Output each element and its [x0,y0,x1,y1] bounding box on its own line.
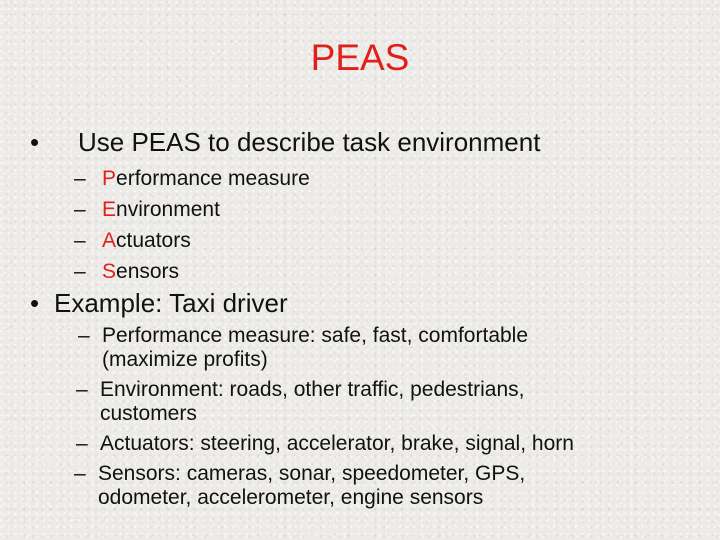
peas-initial: A [102,229,117,252]
example-line: odometer, accelerometer, engine sensors [98,486,484,509]
bullet-dot: • [30,127,40,157]
bullet-example [30,288,690,318]
peas-initial: P [102,167,117,190]
dash: – [74,462,86,485]
example-line: Performance measure: safe, fast, comfortable [102,324,529,347]
example-line: Sensors: cameras, sonar, speedometer, GPS, [98,462,526,485]
peas-item-performance [74,163,310,194]
slide-title: PEAS [310,37,410,78]
dash: – [74,260,86,283]
peas-rest: erformance measure [116,167,310,190]
peas-rest: ctuators [116,229,191,252]
dash: – [74,229,86,252]
example-item-environment [76,378,698,426]
example-line: (maximize profits) [102,348,268,371]
example-list [74,324,698,516]
example-item-performance [78,324,698,372]
bullet-text: Use PEAS to describe task environment [78,127,541,157]
peas-list [74,163,310,287]
example-line: Actuators: steering, accelerator, brake, signal, horn [100,432,574,455]
dash: – [76,432,88,455]
example-item-sensors [74,462,698,510]
dash: – [74,167,86,190]
dash: – [74,198,86,221]
peas-item-actuators [74,225,310,256]
peas-rest: nvironment [116,198,220,221]
dash: – [78,324,90,347]
peas-item-environment [74,194,310,225]
dash: – [76,378,88,401]
example-item-actuators [76,432,698,456]
example-line: Environment: roads, other traffic, pedestrians, [100,378,525,401]
bullet-dot: • [30,288,40,318]
peas-initial: E [102,198,117,221]
peas-item-sensors [74,256,310,287]
bullet-peas-intro [30,127,690,157]
peas-rest: ensors [116,260,180,283]
peas-initial: S [102,260,117,283]
example-line: customers [100,402,197,425]
bullet-text: Example: Taxi driver [54,288,288,318]
